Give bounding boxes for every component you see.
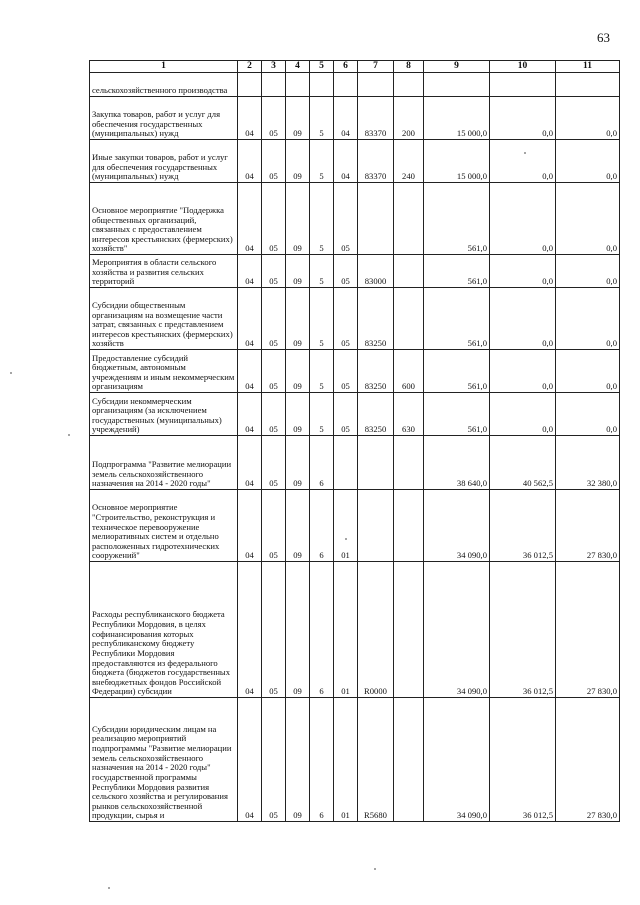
cell-col-11: 27 830,0 — [556, 490, 620, 562]
row-name-cell: Субсидии некоммерческим организациям (за исключением государственных (муниципальных) учреждений) — [90, 393, 238, 436]
cell-col-6 — [334, 73, 358, 97]
page-number: 63 — [597, 30, 610, 45]
table-row — [90, 490, 620, 562]
column-header: 3 — [262, 61, 286, 73]
cell-col-5: 5 — [310, 140, 334, 183]
cell-col-4: 09 — [286, 490, 310, 562]
row-name-cell: сельскохозяйственного производства — [90, 73, 238, 97]
cell-col-2: 04 — [238, 255, 262, 288]
cell-col-8 — [394, 698, 424, 822]
cell-col-3: 05 — [262, 288, 286, 350]
cell-col-7: 83250 — [358, 350, 394, 393]
column-header: 5 — [310, 61, 334, 73]
cell-col-3: 05 — [262, 436, 286, 490]
cell-col-2: 04 — [238, 288, 262, 350]
cell-col-4: 09 — [286, 183, 310, 255]
cell-col-8 — [394, 73, 424, 97]
table-row — [90, 350, 620, 393]
cell-col-7 — [358, 490, 394, 562]
cell-col-4: 09 — [286, 436, 310, 490]
scan-speck — [374, 868, 376, 870]
cell-col-4: 09 — [286, 97, 310, 140]
row-name-cell: Основное мероприятие "Поддержка общественных организаций, связанных с предоставлением интересов крестьянских (фермерских) хозяйств" — [90, 183, 238, 255]
cell-col-6: 05 — [334, 350, 358, 393]
table-row — [90, 288, 620, 350]
cell-col-5: 5 — [310, 288, 334, 350]
cell-col-6: 05 — [334, 393, 358, 436]
cell-col-11: 32 380,0 — [556, 436, 620, 490]
cell-col-6: 04 — [334, 97, 358, 140]
cell-col-7: 83000 — [358, 255, 394, 288]
cell-col-6: 01 — [334, 698, 358, 822]
cell-col-10: 0,0 — [490, 288, 556, 350]
cell-col-7: R0000 — [358, 562, 394, 698]
cell-col-10: 0,0 — [490, 183, 556, 255]
cell-col-3: 05 — [262, 393, 286, 436]
table-row — [90, 436, 620, 490]
cell-col-3: 05 — [262, 183, 286, 255]
table-row — [90, 562, 620, 698]
cell-col-9: 38 640,0 — [424, 436, 490, 490]
cell-col-11: 0,0 — [556, 255, 620, 288]
cell-col-8 — [394, 490, 424, 562]
cell-col-7: 83250 — [358, 288, 394, 350]
cell-col-3: 05 — [262, 698, 286, 822]
cell-col-5: 5 — [310, 255, 334, 288]
cell-col-2: 04 — [238, 350, 262, 393]
cell-col-3: 05 — [262, 562, 286, 698]
table-row — [90, 183, 620, 255]
cell-col-4: 09 — [286, 288, 310, 350]
cell-col-6: 01 — [334, 562, 358, 698]
cell-col-11: 0,0 — [556, 183, 620, 255]
row-name-cell: Иные закупки товаров, работ и услуг для обеспечения государственных (муниципальных) нужд — [90, 140, 238, 183]
cell-col-11 — [556, 73, 620, 97]
cell-col-4 — [286, 73, 310, 97]
cell-col-4: 09 — [286, 562, 310, 698]
cell-col-2: 04 — [238, 97, 262, 140]
column-header: 7 — [358, 61, 394, 73]
cell-col-10: 0,0 — [490, 350, 556, 393]
cell-col-11: 0,0 — [556, 288, 620, 350]
cell-col-4: 09 — [286, 255, 310, 288]
cell-col-6: 05 — [334, 183, 358, 255]
scan-speck — [10, 372, 12, 374]
cell-col-10: 0,0 — [490, 393, 556, 436]
cell-col-7 — [358, 436, 394, 490]
cell-col-6: 01 — [334, 490, 358, 562]
cell-col-6 — [334, 436, 358, 490]
cell-col-8 — [394, 436, 424, 490]
table-row — [90, 698, 620, 822]
cell-col-4: 09 — [286, 698, 310, 822]
column-header: 8 — [394, 61, 424, 73]
cell-col-4: 09 — [286, 140, 310, 183]
row-name-cell: Расходы республиканского бюджета Республики Мордовия, в целях софинансирования которых республиканскому бюджету Республики Мордовия предоставляются из федерального бюджета (бюджетов государственных внебюджетных фондов Российской Федерации) субсидии — [90, 562, 238, 698]
table-row — [90, 255, 620, 288]
cell-col-5: 6 — [310, 562, 334, 698]
row-name-cell: Мероприятия в области сельского хозяйства и развития сельских территорий — [90, 255, 238, 288]
cell-col-5: 5 — [310, 183, 334, 255]
cell-col-3: 05 — [262, 350, 286, 393]
row-name-cell: Подпрограмма "Развитие мелиорации земель сельскохозяйственного назначения на 2014 - 2020 годы" — [90, 436, 238, 490]
cell-col-7: 83370 — [358, 140, 394, 183]
cell-col-6: 05 — [334, 255, 358, 288]
cell-col-2: 04 — [238, 183, 262, 255]
budget-table — [89, 60, 620, 822]
cell-col-11: 0,0 — [556, 140, 620, 183]
cell-col-10: 36 012,5 — [490, 698, 556, 822]
cell-col-9 — [424, 73, 490, 97]
cell-col-11: 0,0 — [556, 97, 620, 140]
cell-col-3: 05 — [262, 490, 286, 562]
cell-col-2: 04 — [238, 562, 262, 698]
cell-col-10: 36 012,5 — [490, 562, 556, 698]
cell-col-5 — [310, 73, 334, 97]
cell-col-11: 0,0 — [556, 393, 620, 436]
cell-col-5: 5 — [310, 393, 334, 436]
cell-col-5: 6 — [310, 436, 334, 490]
cell-col-8 — [394, 562, 424, 698]
cell-col-10: 40 562,5 — [490, 436, 556, 490]
table-row — [90, 97, 620, 140]
cell-col-2: 04 — [238, 698, 262, 822]
cell-col-8: 600 — [394, 350, 424, 393]
table-row — [90, 140, 620, 183]
cell-col-9: 34 090,0 — [424, 562, 490, 698]
cell-col-9: 561,0 — [424, 288, 490, 350]
cell-col-10: 0,0 — [490, 140, 556, 183]
cell-col-5: 5 — [310, 350, 334, 393]
cell-col-8: 630 — [394, 393, 424, 436]
cell-col-3: 05 — [262, 97, 286, 140]
column-header: 11 — [556, 61, 620, 73]
cell-col-10: 0,0 — [490, 255, 556, 288]
cell-col-6: 05 — [334, 288, 358, 350]
cell-col-9: 34 090,0 — [424, 490, 490, 562]
cell-col-4: 09 — [286, 350, 310, 393]
cell-col-5: 6 — [310, 490, 334, 562]
column-header: 2 — [238, 61, 262, 73]
cell-col-3 — [262, 73, 286, 97]
cell-col-11: 27 830,0 — [556, 698, 620, 822]
column-header: 6 — [334, 61, 358, 73]
cell-col-9: 15 000,0 — [424, 140, 490, 183]
cell-col-2: 04 — [238, 436, 262, 490]
cell-col-3: 05 — [262, 140, 286, 183]
cell-col-8 — [394, 183, 424, 255]
cell-col-10 — [490, 73, 556, 97]
cell-col-9: 561,0 — [424, 255, 490, 288]
cell-col-9: 561,0 — [424, 350, 490, 393]
cell-col-8 — [394, 288, 424, 350]
cell-col-10: 0,0 — [490, 97, 556, 140]
scan-speck — [524, 152, 526, 154]
scan-speck — [108, 887, 110, 889]
column-header: 10 — [490, 61, 556, 73]
cell-col-8 — [394, 255, 424, 288]
cell-col-4: 09 — [286, 393, 310, 436]
cell-col-2: 04 — [238, 140, 262, 183]
scan-speck — [68, 434, 70, 436]
table-row — [90, 393, 620, 436]
table-row — [90, 73, 620, 97]
cell-col-2: 04 — [238, 393, 262, 436]
cell-col-9: 561,0 — [424, 183, 490, 255]
cell-col-11: 0,0 — [556, 350, 620, 393]
cell-col-9: 34 090,0 — [424, 698, 490, 822]
cell-col-6: 04 — [334, 140, 358, 183]
row-name-cell: Субсидии общественным организациям на возмещение части затрат, связанных с представлением интересов крестьянских (фермерских) хозяйств — [90, 288, 238, 350]
cell-col-2: 04 — [238, 490, 262, 562]
cell-col-2 — [238, 73, 262, 97]
cell-col-8: 200 — [394, 97, 424, 140]
column-header: 9 — [424, 61, 490, 73]
cell-col-7: R5680 — [358, 698, 394, 822]
table-body — [90, 73, 620, 822]
row-name-cell: Закупка товаров, работ и услуг для обеспечения государственных (муниципальных) нужд — [90, 97, 238, 140]
cell-col-9: 15 000,0 — [424, 97, 490, 140]
cell-col-9: 561,0 — [424, 393, 490, 436]
column-header: 1 — [90, 61, 238, 73]
scan-speck — [345, 538, 347, 540]
cell-col-11: 27 830,0 — [556, 562, 620, 698]
cell-col-7: 83370 — [358, 97, 394, 140]
row-name-cell: Предоставление субсидий бюджетным, автономным учреждениям и иным некоммерческим организациям — [90, 350, 238, 393]
cell-col-10: 36 012,5 — [490, 490, 556, 562]
cell-col-8: 240 — [394, 140, 424, 183]
cell-col-5: 5 — [310, 97, 334, 140]
column-header: 4 — [286, 61, 310, 73]
cell-col-5: 6 — [310, 698, 334, 822]
cell-col-7: 83250 — [358, 393, 394, 436]
row-name-cell: Субсидии юридическим лицам на реализацию мероприятий подпрограммы "Развитие мелиорации земель сельскохозяйственного назначения на 2014 - 2020 годы" государственной программы Республики Мордовия развития сельского хозяйства и регулирования рынков сельскохозяйственной продукции, сырья и — [90, 698, 238, 822]
cell-col-7 — [358, 183, 394, 255]
table-header-row — [90, 61, 620, 73]
cell-col-7 — [358, 73, 394, 97]
cell-col-3: 05 — [262, 255, 286, 288]
row-name-cell: Основное мероприятие "Строительство, реконструкция и техническое перевооружение мелиоративных систем и отдельно расположенных гидротехнических сооружений" — [90, 490, 238, 562]
